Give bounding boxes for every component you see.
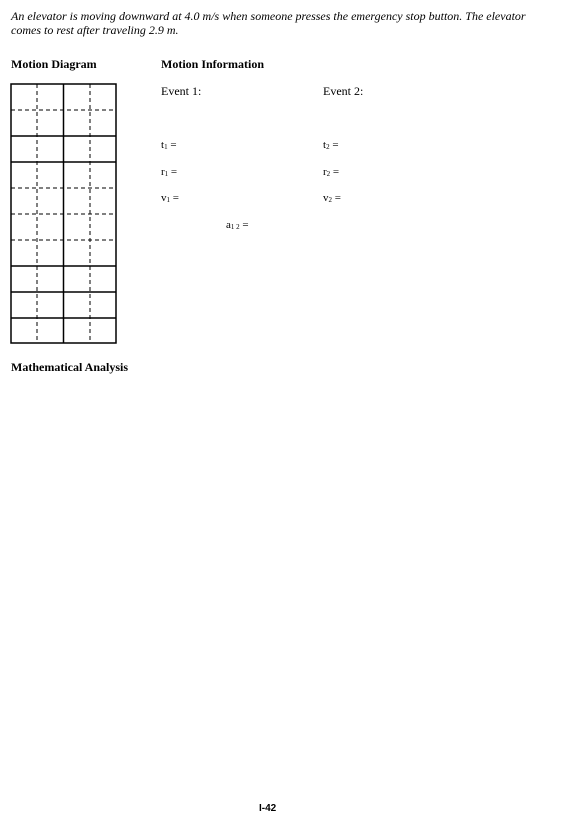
t2-field: $t_2$ = [323,139,339,151]
page-number: I-42 [259,803,277,814]
mathematical-analysis-heading: Mathematical Analysis [11,360,128,374]
motion-information-heading: Motion Information [161,57,264,71]
v1-field: $v_1$ = [161,192,179,204]
event-2-label: Event 2: [323,84,364,98]
t1-field: $t_1$ = [161,139,177,151]
event-1-label: Event 1: [161,84,202,98]
r1-field: $r_1$ = [161,166,178,178]
a12-field: $a_{1 2}$ = [226,219,249,231]
motion-diagram-heading: Motion Diagram [11,57,97,71]
r2-field: $r_2$ = [323,166,340,178]
motion-diagram-grid [10,83,118,345]
v2-field: $v_2$ = [323,192,341,204]
problem-statement: An elevator is moving downward at 4.0 m/s when someone presses the emergency stop button. The elevator comes to rest after traveling 2.9 m. [11,9,526,37]
